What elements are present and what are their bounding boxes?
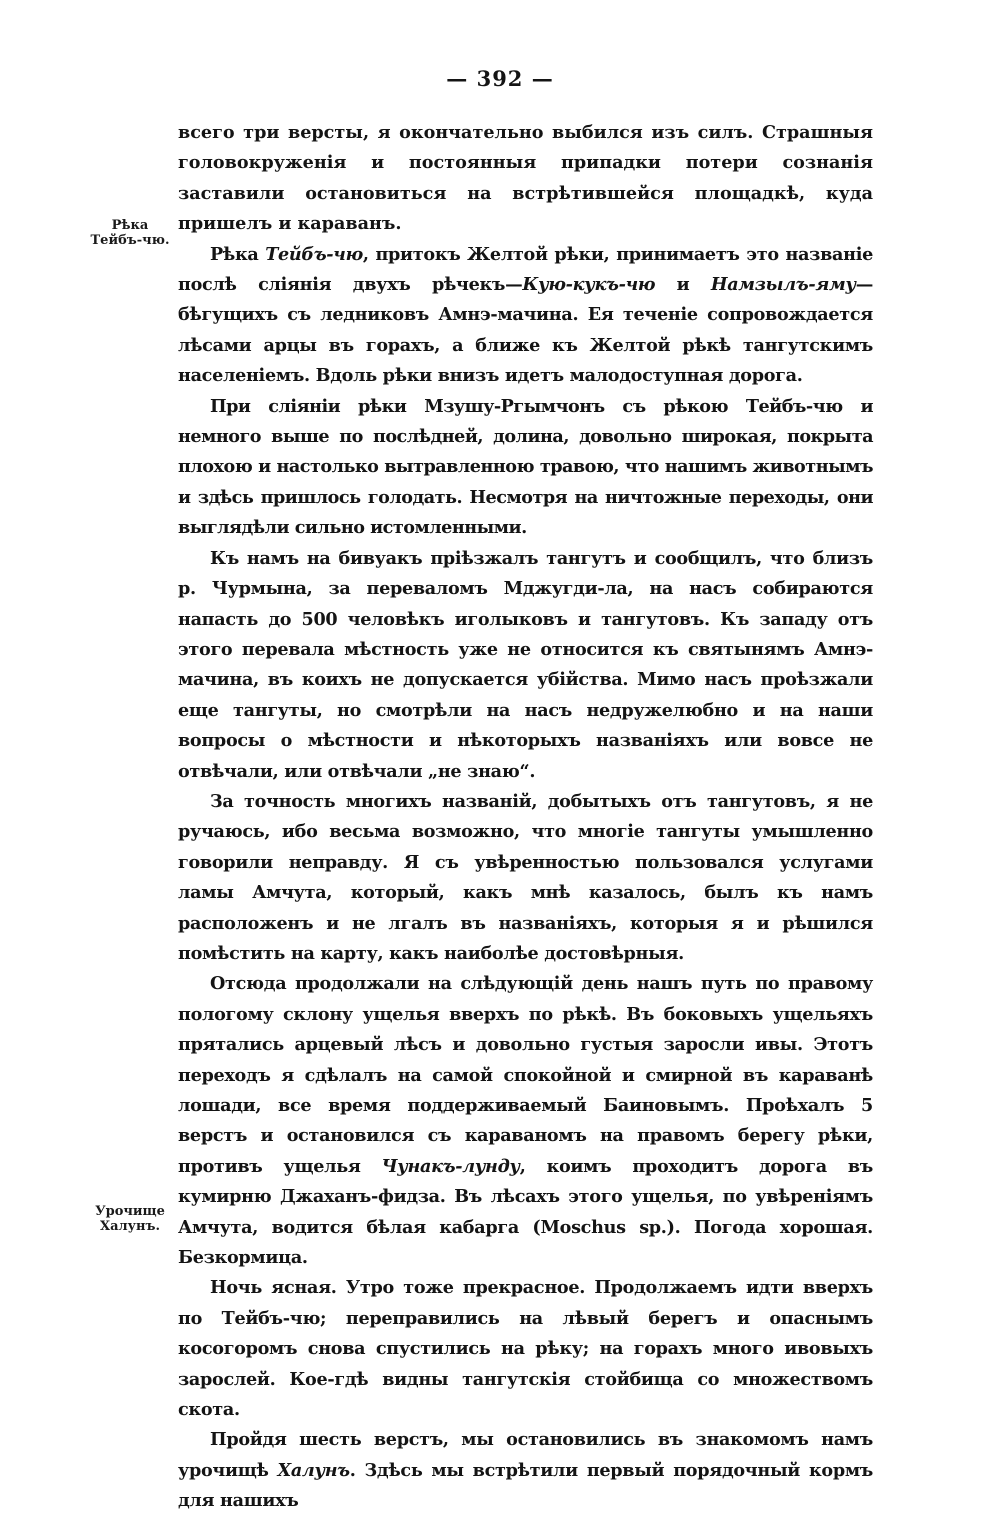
paragraph-8-text: . Здѣсь мы встрѣтили первый порядочный кормъ для нашихъ bbox=[178, 1459, 874, 1512]
paragraph-5: За точность многихъ названій, добытыхъ отъ тангутовъ, я не ручаюсь, ибо весьма возможно, что многіе тангуты умышленно говорили неправду. Я съ увѣренностью пользовался услугами ламы Амчута, который, какъ мнѣ казалось, былъ къ намъ расположенъ и не лгалъ въ названіяхъ, которыя я и рѣшился помѣстить на карту, какъ наиболѣе достовѣрныя. bbox=[178, 790, 873, 964]
paragraph-2-text: —бѣгущихъ съ ледниковъ Амнэ-мачина. Ея теченіе сопровождается лѣсами арцы въ горахъ, а ближе къ Желтой рѣкѣ тангутскимъ населеніемъ. Вдоль рѣки внизъ идетъ малодоступная дорога. bbox=[178, 274, 873, 387]
paragraph-2-text: Рѣка bbox=[210, 243, 266, 265]
river-name-teyb-chyu: Тейбъ-чю bbox=[265, 243, 363, 265]
paragraph-1: всего три версты, я окончательно выбился изъ силъ. Страшныя головокруженія и постоянныя припадки потери сознанія заставили остановиться на встрѣтившейся площадкѣ, куда пришелъ и караванъ. bbox=[178, 122, 873, 235]
paragraph-2-text: , притокъ Желтой рѣки, принимаетъ это названіе послѣ сліянія двухъ рѣчекъ— bbox=[178, 243, 873, 296]
paragraph-2 bbox=[178, 240, 873, 392]
river-name-namzyl-yamu: Намзылъ-яму bbox=[710, 274, 856, 296]
gorge-name-chunak-lundu: Чунакъ-лунду bbox=[381, 1155, 520, 1177]
paragraph-8 bbox=[178, 1425, 873, 1516]
paragraph-6-text: Отсюда продолжали на слѣдующій день нашъ путь по правому пологому склону ущелья вверхъ по рѣкѣ. Въ боковыхъ ущельяхъ прятались арцевый лѣсъ и довольно густыя заросли ивы. Этотъ переходъ я сдѣлалъ на самой спокойной и смирной въ караванѣ лошади, все время поддерживаемый Баиновымъ. Проѣхалъ 5 верстъ и остановился съ караваномъ на правомъ берегу рѣки, противъ ущелья bbox=[178, 973, 873, 1177]
paragraph-6-text: , коимъ проходитъ дорога въ кумирню Джаханъ-фидза. Въ лѣсахъ этого ущелья, по увѣреніямъ Амчута, водится бѣлая кабарга (Moschus sp.). Погода хорошая. Безкормица. bbox=[178, 1155, 873, 1269]
margin-note-reka: Рѣка Тейбъ-чю. bbox=[90, 218, 170, 248]
paragraph-8-text: Пройдя шесть верстъ, мы остановились въ знакомомъ намъ урочищѣ bbox=[178, 1429, 873, 1481]
paragraph-7: Ночь ясная. Утро тоже прекрасное. Продолжаемъ идти вверхъ по Тейбъ-чю; переправились на лѣвый берегъ и опаснымъ косогоромъ снова спустились на рѣку; на горахъ много ивовыхъ зарослей. Кое-гдѣ видны тангутскія стойбища со множествомъ скота. bbox=[178, 1277, 873, 1421]
page-number: — 392 — bbox=[446, 66, 554, 91]
paragraph-6 bbox=[178, 969, 873, 1273]
paragraph-4: Къ намъ на бивуакъ пріѣзжалъ тангутъ и сообщилъ, что близъ р. Чурмына, за переваломъ Мджугди-ла, на насъ собираются напасть до 500 человѣкъ иголыковъ и тангутовъ. Къ западу отъ этого перевала мѣстность уже не относится къ святынямъ Амнэ-мачина, въ коихъ не допускается убійства. Мимо насъ проѣзжали еще тангуты, но смотрѣли на насъ недружелюбно и на наши вопросы о мѣстности и нѣкоторыхъ названіяхъ или вовсе не отвѣчали, или отвѣчали „не знаю“. bbox=[178, 547, 873, 782]
paragraph-2-text: и bbox=[655, 274, 711, 296]
margin-note-urochishche: Урочище Халунъ. bbox=[95, 1204, 165, 1234]
paragraph-3: При сліяніи рѣки Мзушу-Ргымчонъ съ рѣкою Тейбъ-чю и немного выше по послѣдней, долина, довольно широкая, покрыта плохою и настолько вытравленною травою, что нашимъ животнымъ и здѣсь пришлось голодать. Несмотря на ничтожные переходы, они выглядѣли сильно истомленными. bbox=[178, 395, 873, 539]
river-name-kuyu-kuk-chyu: Кую-кукъ-чю bbox=[522, 274, 656, 296]
body-text bbox=[178, 118, 873, 1517]
place-name-khalun: Халунъ bbox=[277, 1459, 350, 1481]
